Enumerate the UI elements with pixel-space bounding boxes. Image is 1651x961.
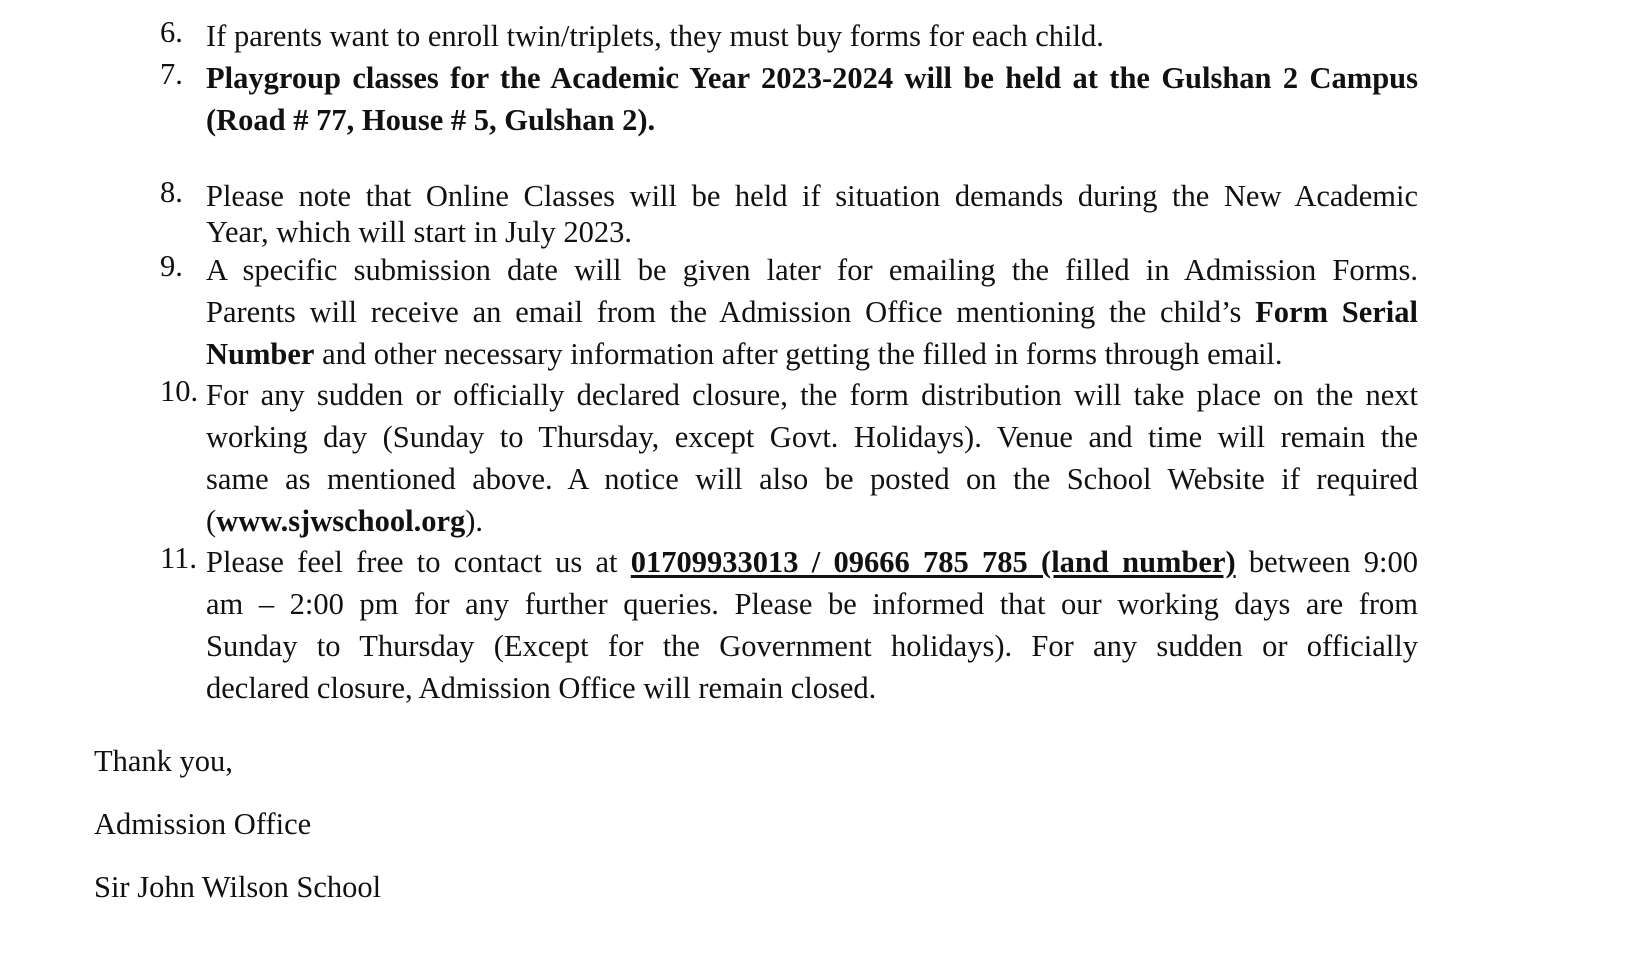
item-text: Please feel free to contact us at <box>206 545 618 579</box>
item-number: 6. <box>160 15 183 49</box>
item-number: 9. <box>160 249 183 283</box>
signoff-school: Sir John Wilson School <box>94 870 382 904</box>
signoff-thanks: Thank you, <box>94 744 233 778</box>
item-number: 7. <box>160 57 183 91</box>
item-text: declared closure, Admission Office will remain closed. <box>206 671 877 705</box>
item-text: working day (Sunday to Thursday, except Govt. Holidays). Venue and time will remain the <box>206 420 1418 454</box>
item-text: If parents want to enroll twin/triplets, they must buy forms for each child. <box>206 19 1104 53</box>
paren-open: ( <box>206 504 217 538</box>
item-text: and other necessary information after getting the filled in forms through email. <box>322 337 1283 371</box>
contact-phone-numbers[interactable]: 01709933013 / 09666 785 785 (land number) <box>630 545 1236 579</box>
signoff-office: Admission Office <box>94 807 312 841</box>
item-text: am – 2:00 pm for any further queries. Please be informed that our working days are from <box>206 587 1418 621</box>
campus-address: (Road # 77, House # 5, Gulshan 2). <box>206 103 656 137</box>
item-text: same as mentioned above. A notice will also be posted on the School Website if required <box>206 462 1418 496</box>
paren-close: ). <box>465 504 484 538</box>
item-text: between 9:00 <box>1248 545 1418 579</box>
item-text: A specific submission date will be given later for emailing the filled in Admission Forms. <box>206 253 1418 287</box>
form-serial-label-cont: Number <box>206 337 315 371</box>
item-number: 11. <box>160 541 197 575</box>
form-serial-label: Form Serial <box>1255 295 1418 329</box>
school-website-link[interactable]: www.sjwschool.org <box>216 504 466 538</box>
item-number: 8. <box>160 175 183 209</box>
item-text-bold: Playgroup classes for the Academic Year 2023-2024 will be held at the Gulshan 2 Campus <box>206 61 1418 95</box>
item-text: Please note that Online Classes will be held if situation demands during the New Academic <box>206 179 1418 213</box>
item-text: For any sudden or officially declared closure, the form distribution will take place on the next <box>206 378 1418 412</box>
item-text: Sunday to Thursday (Except for the Government holidays). For any sudden or officially <box>206 629 1418 663</box>
item-text: Year, which will start in July 2023. <box>206 215 633 249</box>
item-number: 10. <box>160 374 199 408</box>
item-text: Parents will receive an email from the Admission Office mentioning the child’s <box>206 295 1242 329</box>
